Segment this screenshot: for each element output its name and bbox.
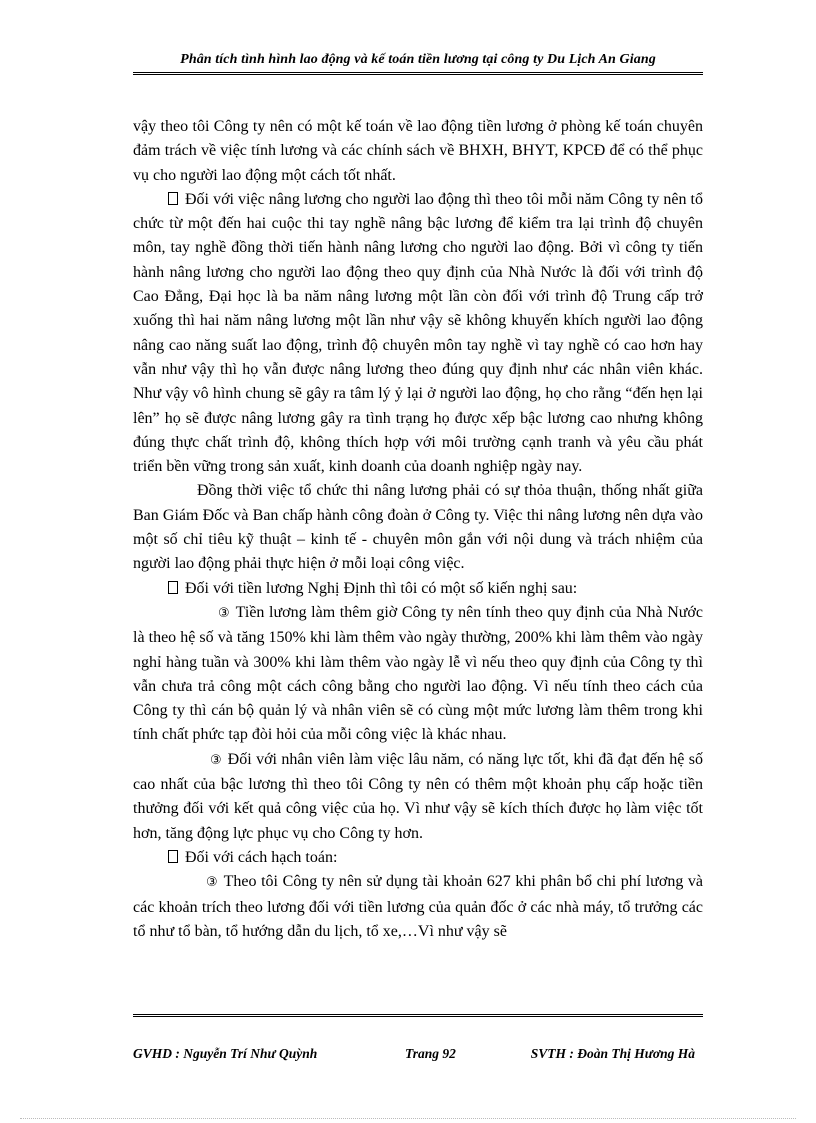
header-title: Phân tích tình hình lao động và kế toán tiền lương tại công ty Du Lịch An Giang xyxy=(180,52,656,67)
circled-three-icon: ③ xyxy=(218,605,230,621)
paragraph-text: Đối với việc nâng lương cho người lao động thì theo tôi mỗi năm Công ty nên tổ chức từ một đến hai cuộc thi tay nghề nâng bậc lương để kiểm tra lại trình độ chuyên môn, tay nghề đồng thời tiến hành nâng lương cho người lao động. Bởi vì công ty tiến hành nâng lương cho người lao động theo quy định của Nhà Nước là đối với trình độ Cao Đẳng, Đại học là ba năm nâng lương một lần còn đối với trình độ Trung cấp trở xuống thì hai năm nâng lương một lần như vậy sẽ không khuyến khích người lao động nâng cao năng suất lao động, trình độ chuyên môn tay nghề vì tay nghề có cao hơn hay vẫn như vậy thì họ vẫn được nâng lương theo đúng quy định như các nhân viên khác. Như vậy vô hình chung sẽ gây ra tâm lý ỷ lại ở người lao động, họ cho rằng “đến hẹn lại lên” họ sẽ được nâng lương gây ra tình trạng họ được xếp bậc lương cao nhưng không đúng thực chất trình độ, không thích hợp với môi trường cạnh tranh và yêu cầu phát triển bền vững trong sản xuất, kinh doanh của doanh nghiệp ngày nay. xyxy=(133,190,703,476)
footer-page-number: Trang 92 xyxy=(405,1046,456,1061)
paragraph-1 xyxy=(133,115,703,188)
page-footer xyxy=(133,1046,703,1064)
paragraph-text: vậy theo tôi Công ty nên có một kế toán về lao động tiền lương ở phòng kế toán chuyên đảm trách về việc tính lương và các chính sách về BHXH, BHYT, KPCĐ để có thể phục vụ cho người lao động một cách tốt nhất. xyxy=(133,118,703,184)
paragraph-text: Đồng thời việc tổ chức thi nâng lương phải có sự thỏa thuận, thống nhất giữa Ban Giám Đốc và Ban chấp hành công đoàn ở Công ty. Việc thi nâng lương nên dựa vào một số chỉ tiêu kỹ thuật – kinh tế - chuyên môn gắn với nội dung và trách nhiệm của người lao động phải thực hiện ở mỗi loại công việc. xyxy=(133,482,703,573)
footer-advisor: GVHD : Nguyễn Trí Như Quỳnh xyxy=(133,1046,318,1061)
paragraph-6 xyxy=(133,748,703,846)
paragraph-7 xyxy=(133,846,703,870)
paragraph-text: Tiền lương làm thêm giờ Công ty nên tính theo quy định của Nhà Nước là theo hệ số và tăng 150% khi làm thêm vào ngày thường, 200% khi làm thêm vào ngày nghỉ hàng tuần và 300% khi làm thêm vào ngày lễ vì nếu theo quy định của Công ty thì vẫn chưa trả công một cách công bằng cho người lao động. Vì nếu tính theo cách của Công ty thì cán bộ quản lý và nhân viên sẽ có cùng một mức lương làm thêm trong khi tính chất phức tạp đòi hỏi của mỗi công việc là khác nhau. xyxy=(133,603,703,744)
paragraph-4 xyxy=(133,577,703,601)
footer-divider xyxy=(133,1014,703,1021)
circled-three-icon: ③ xyxy=(206,875,218,891)
paragraph-8 xyxy=(133,870,703,944)
paragraph-text: Đối với tiền lương Nghị Định thì tôi có một số kiến nghị sau: xyxy=(185,579,578,597)
paragraph-text: Đối với cách hạch toán: xyxy=(185,848,338,866)
circled-three-icon: ③ xyxy=(210,752,222,768)
paragraph-5 xyxy=(133,601,703,748)
paragraph-2 xyxy=(133,188,703,480)
body-text xyxy=(133,115,703,944)
paragraph-text: Theo tôi Công ty nên sử dụng tài khoản 627 khi phân bổ chi phí lương và các khoản trích theo lương đối với tiền lương của quản đốc ở các nhà máy, tổ trưởng các tổ như tổ bàn, tổ hướng dẫn du lịch, tổ xe,…Vì như vậy sẽ xyxy=(133,873,703,940)
square-bullet-icon xyxy=(168,581,178,594)
page-header xyxy=(133,46,703,75)
square-bullet-icon xyxy=(168,850,178,863)
paragraph-3 xyxy=(133,479,703,576)
page-edge-divider xyxy=(20,1118,796,1119)
square-bullet-icon xyxy=(168,192,178,205)
paragraph-text: Đối với nhân viên làm việc lâu năm, có năng lực tốt, khi đã đạt đến hệ số cao nhất của bậc lương thì theo tôi Công ty nên có thêm một khoản phụ cấp hoặc tiền thưởng đối với kết quả công việc của họ. Vì như vậy sẽ kích thích được họ làm việc tốt hơn, tăng động lực phục vụ cho Công ty hơn. xyxy=(133,750,703,842)
footer-student: SVTH : Đoàn Thị Hương Hà xyxy=(530,1046,695,1061)
